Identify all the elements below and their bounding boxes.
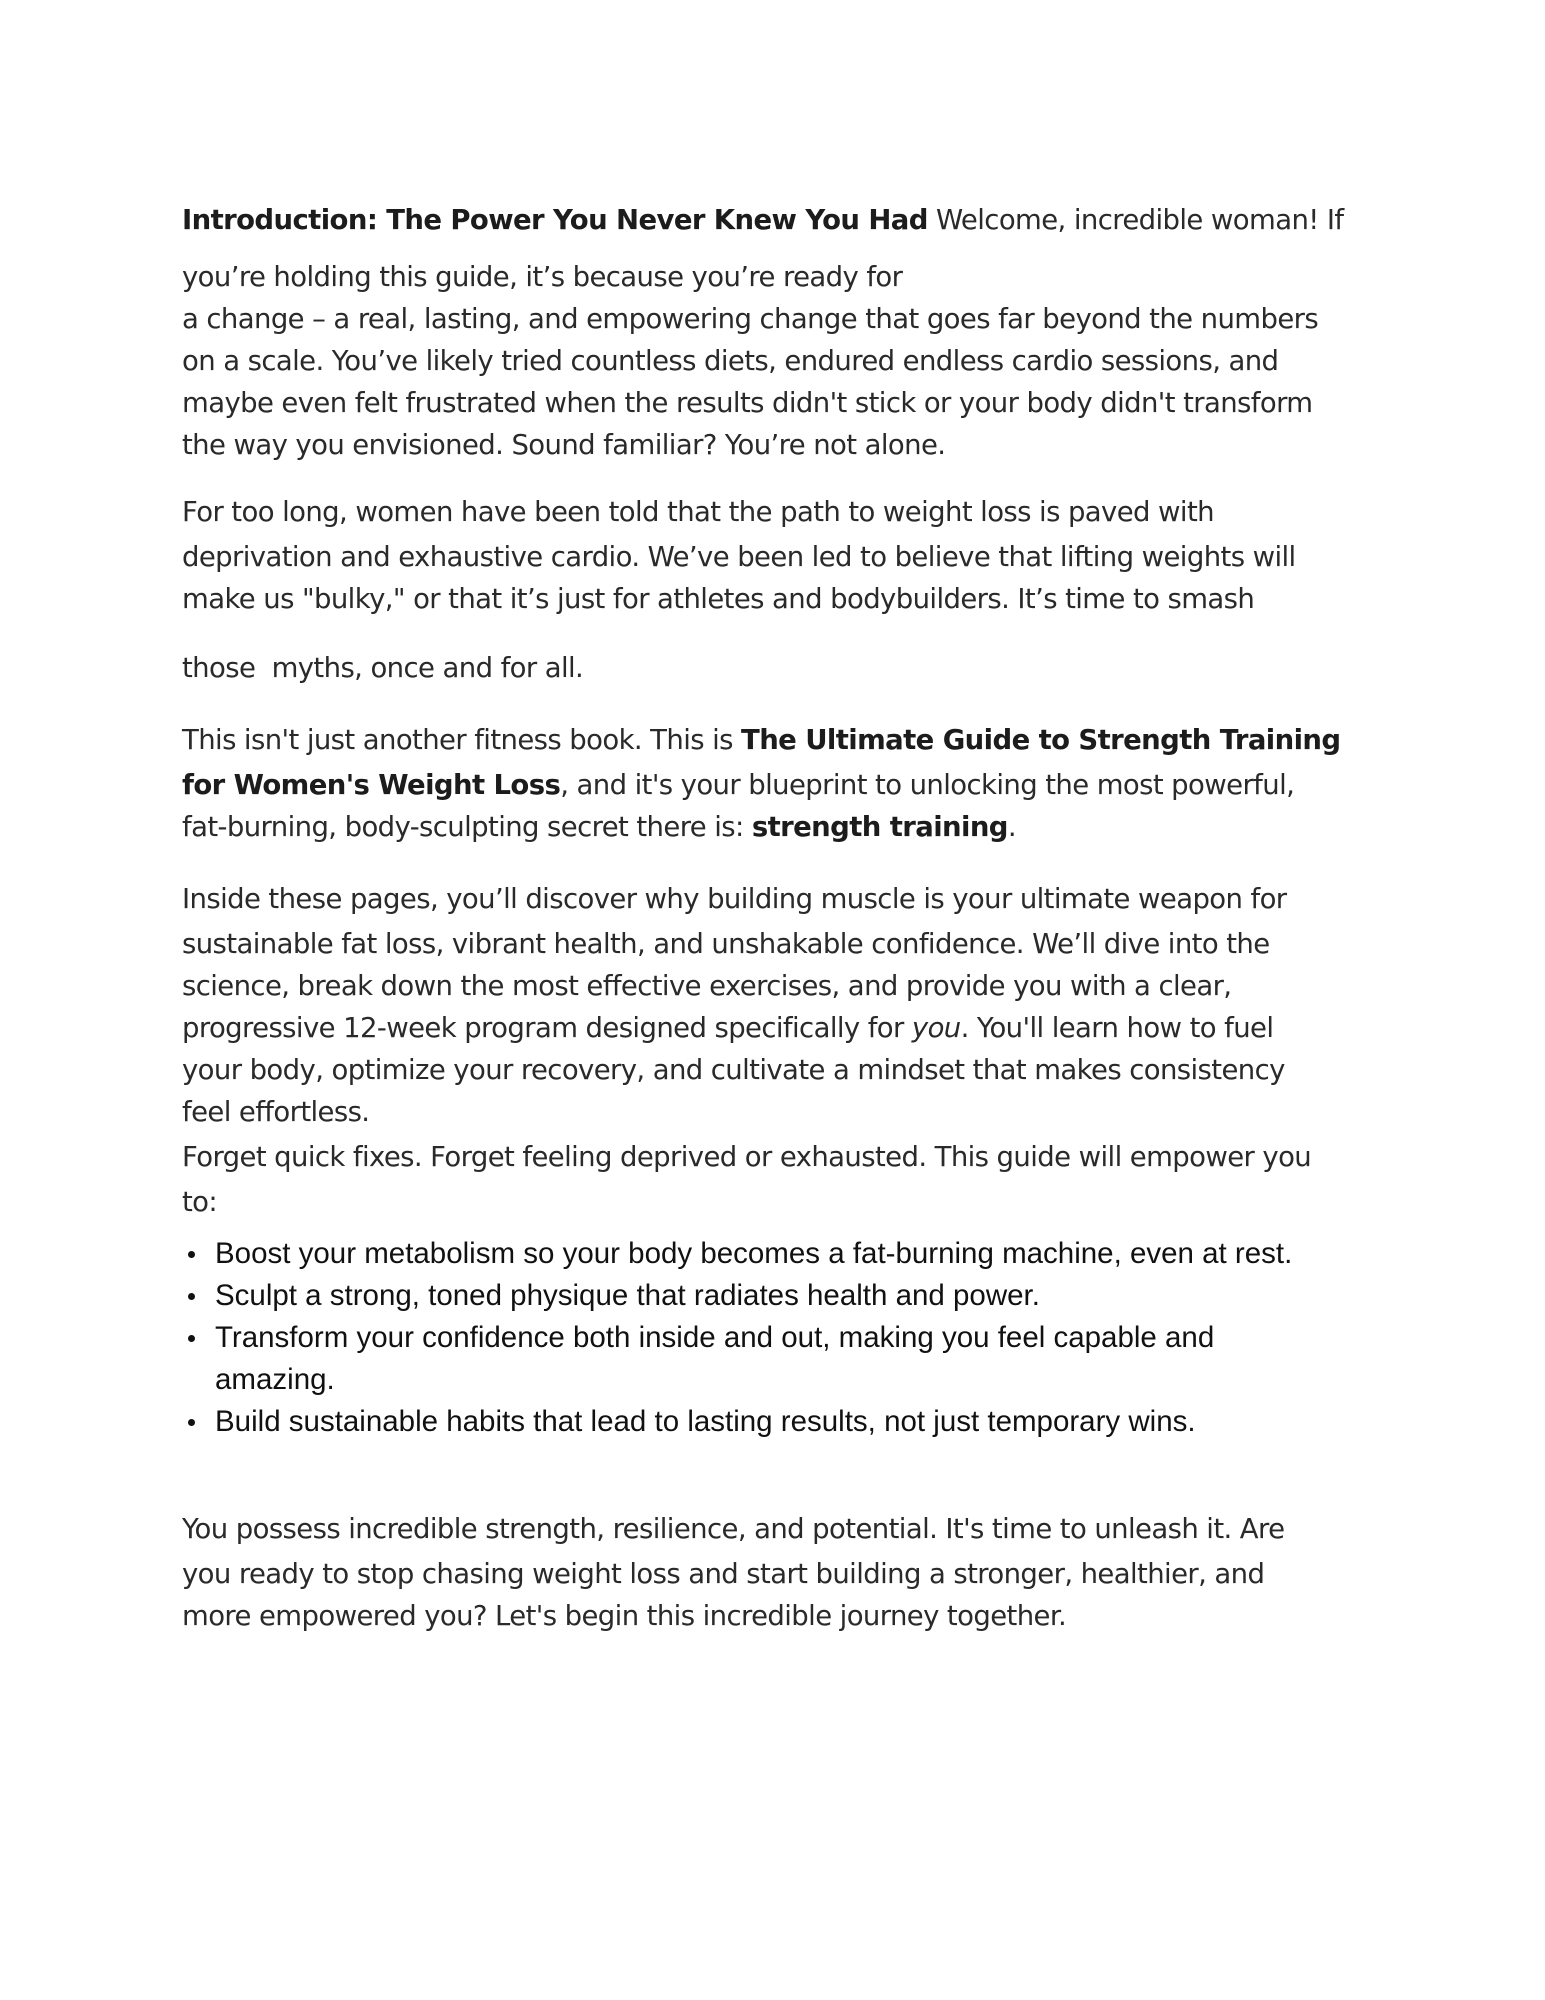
myths-line-2: deprivation and exhaustive cardio. We’ve been led to believe that lifting weights will: [182, 541, 1296, 573]
you-emphasis: you: [911, 1012, 961, 1044]
closing-line-1: You possess incredible strength, resilience, and potential. It's time to unleash it. Are: [182, 1513, 1285, 1545]
book-title-part-1: The Ultimate Guide to Strength Training: [741, 724, 1341, 756]
inside-line-4-end: . You'll learn how to fuel: [960, 1012, 1274, 1044]
strength-training-emphasis: strength training: [751, 811, 1008, 843]
forget-line-2: to:: [182, 1186, 218, 1218]
myths-line-3: make us "bulky," or that it’s just for athletes and bodybuilders. It’s time to smash: [182, 583, 1255, 615]
list-item-text: Sculpt a strong, toned physique that radiates health and power.: [215, 1279, 1040, 1312]
inside-line-4-text: progressive 12-week program designed specifically for: [182, 1012, 912, 1044]
list-item-text: Boost your metabolism so your body becomes a fat-burning machine, even at rest.: [215, 1237, 1293, 1270]
list-item: [182, 1401, 1362, 1443]
book-line-2-text: , and it's your blueprint to unlocking the most powerful,: [560, 769, 1295, 801]
book-line-1: [182, 719, 1362, 761]
inside-line-1: Inside these pages, you’ll discover why building muscle is your ultimate weapon for: [182, 883, 1287, 915]
closing-line-2: you ready to stop chasing weight loss and start building a stronger, healthier, and: [182, 1558, 1265, 1590]
book-title-part-2: for Women's Weight Loss: [182, 769, 561, 801]
intro-line-1: [182, 199, 1362, 241]
inside-line-2: sustainable fat loss, vibrant health, and unshakable confidence. We’ll dive into the: [182, 928, 1270, 960]
book-line-2: [182, 764, 1362, 806]
list-item: [182, 1317, 1362, 1401]
inside-line-5: your body, optimize your recovery, and cultivate a mindset that makes consistency: [182, 1054, 1285, 1086]
myths-line-1: For too long, women have been told that the path to weight loss is paved with: [182, 496, 1214, 528]
intro-line-4: on a scale. You’ve likely tried countless diets, endured endless cardio sessions, and: [182, 345, 1279, 377]
inside-line-6: feel effortless.: [182, 1096, 370, 1128]
closing-line-3: more empowered you? Let's begin this incredible journey together.: [182, 1600, 1067, 1632]
intro-line-2: you’re holding this guide, it’s because you’re ready for: [182, 261, 903, 293]
list-item-text: Build sustainable habits that lead to lasting results, not just temporary wins.: [215, 1405, 1196, 1438]
inside-line-4: [182, 1007, 1362, 1049]
forget-line-1: Forget quick fixes. Forget feeling deprived or exhausted. This guide will empower you: [182, 1141, 1312, 1173]
benefits-list: [182, 1233, 1362, 1443]
intro-line-6: the way you envisioned. Sound familiar? You’re not alone.: [182, 429, 946, 461]
list-item: [182, 1275, 1362, 1317]
intro-line-5: maybe even felt frustrated when the results didn't stick or your body didn't transform: [182, 387, 1313, 419]
intro-line-3: a change – a real, lasting, and empowering change that goes far beyond the numbers: [182, 303, 1319, 335]
inside-line-3: science, break down the most effective exercises, and provide you with a clear,: [182, 970, 1232, 1002]
list-item-text-continued: amazing.: [215, 1363, 335, 1396]
book-line-3-text: fat-burning, body-sculpting secret there is:: [182, 811, 752, 843]
intro-heading: Introduction: The Power You Never Knew You Had: [182, 204, 928, 236]
book-line-1-text: This isn't just another fitness book. This is: [182, 724, 742, 756]
intro-line-1-text: Welcome, incredible woman! If: [927, 204, 1344, 236]
list-item: [182, 1233, 1362, 1275]
book-line-3-end: .: [1007, 811, 1017, 843]
myths-line-4: those myths, once and for all.: [182, 652, 584, 684]
list-item-text: Transform your confidence both inside and out, making you feel capable and: [215, 1321, 1215, 1354]
book-line-3: [182, 806, 1362, 848]
